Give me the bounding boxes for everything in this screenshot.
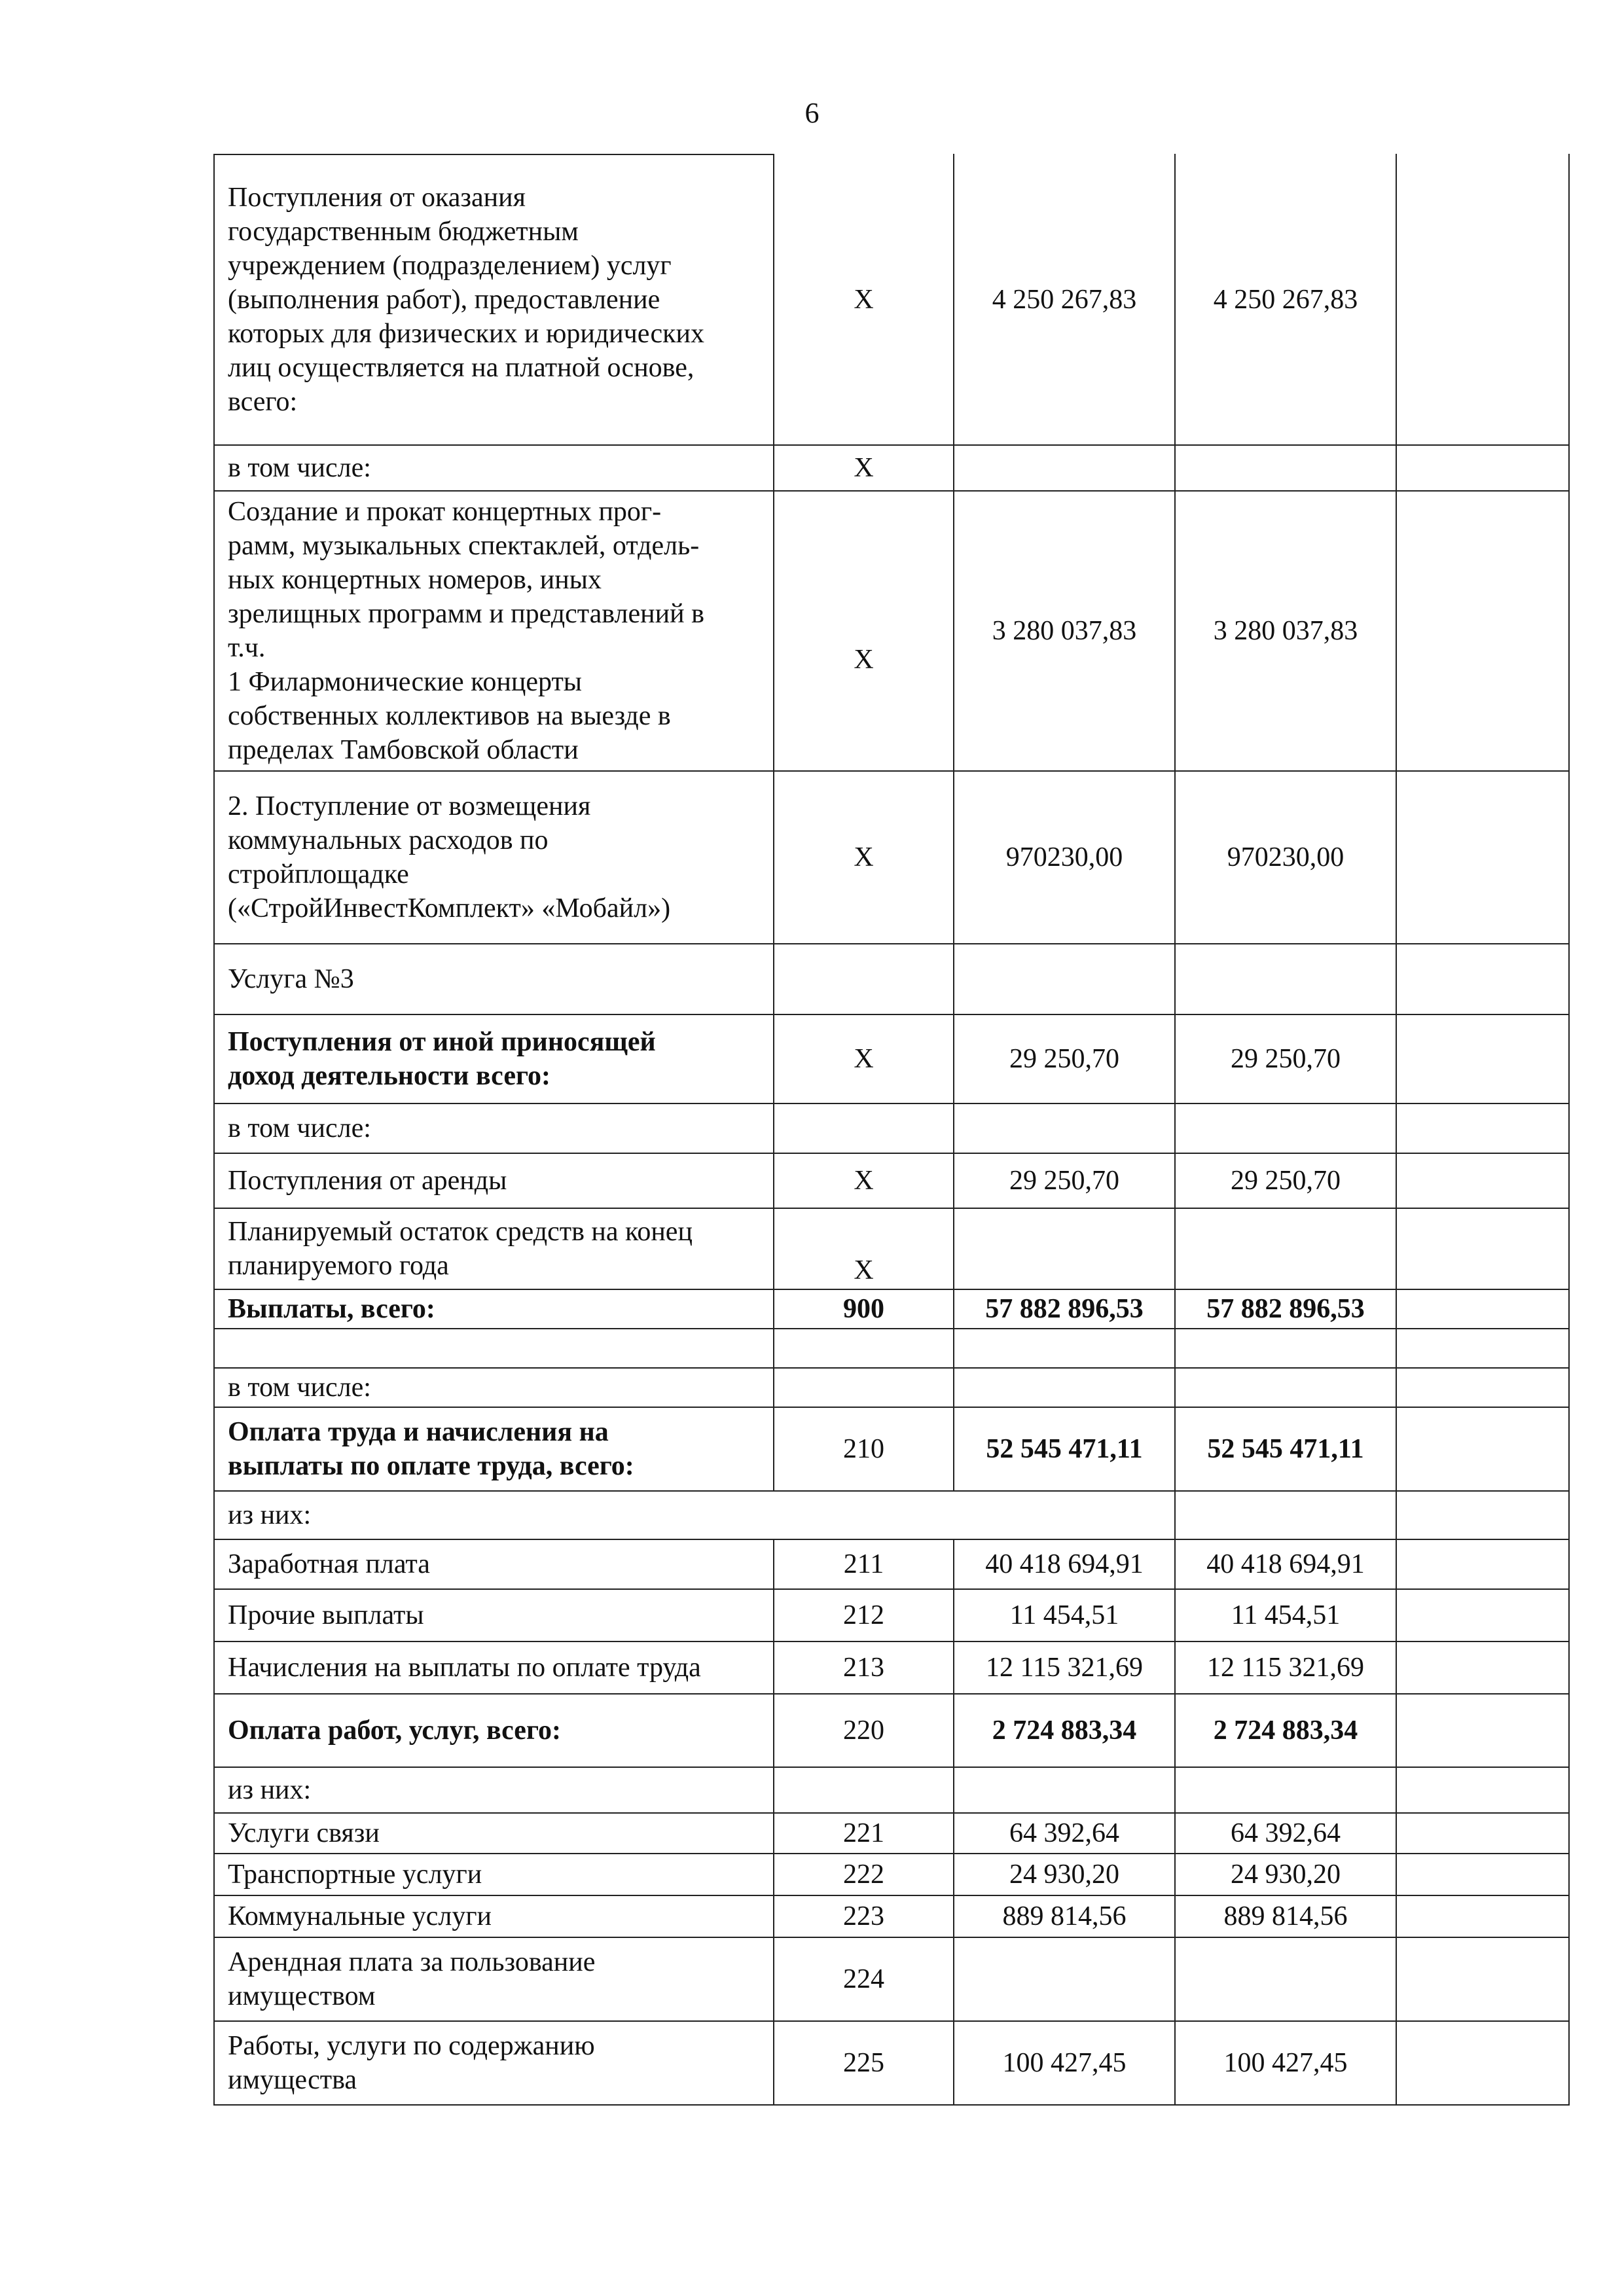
- row-plan-value: 2 724 883,34: [954, 1694, 1175, 1767]
- row-label: Создание и прокат концертных прог- рамм, музыкальных спектаклей, отдель- ных концертных номеров, иных зрелищных программ и представлений в т.ч. 1 Филармонические концерты собственных коллективов на выезде в пределах Тамбовской области: [214, 491, 774, 771]
- table-row: [214, 1854, 1569, 1895]
- row-extra-value: [1396, 1329, 1569, 1368]
- table-row: [214, 1208, 1569, 1289]
- row-extra-value: [1396, 1289, 1569, 1329]
- row-code: X: [774, 1153, 954, 1208]
- row-label: [214, 1329, 774, 1368]
- table-row: [214, 1407, 1569, 1491]
- table-row: [214, 1539, 1569, 1589]
- row-plan-value: 970230,00: [954, 771, 1175, 944]
- row-plan-value: 57 882 896,53: [954, 1289, 1175, 1329]
- row-current-value: 889 814,56: [1175, 1895, 1396, 1937]
- table-row: [214, 1329, 1569, 1368]
- row-plan-value: 52 545 471,11: [954, 1407, 1175, 1491]
- row-current-value: 52 545 471,11: [1175, 1407, 1396, 1491]
- row-current-value: [1175, 944, 1396, 1014]
- row-plan-value: [954, 1767, 1175, 1813]
- row-extra-value: [1396, 1937, 1569, 2021]
- row-current-value: 970230,00: [1175, 771, 1396, 944]
- row-extra-value: [1396, 1694, 1569, 1767]
- row-plan-value: 3 280 037,83: [954, 491, 1175, 771]
- row-current-value: [1175, 445, 1396, 491]
- row-plan-value: [954, 445, 1175, 491]
- row-current-value: [1175, 1767, 1396, 1813]
- table-row: [214, 1767, 1569, 1813]
- row-label: из них:: [214, 1491, 1175, 1539]
- financial-plan-table: [213, 154, 1570, 2106]
- row-current-value: [1175, 1329, 1396, 1368]
- row-plan-value: 100 427,45: [954, 2021, 1175, 2105]
- row-extra-value: [1396, 1854, 1569, 1895]
- row-extra-value: [1396, 1407, 1569, 1491]
- row-label: Работы, услуги по содержанию имущества: [214, 2021, 774, 2105]
- row-label: Услуги связи: [214, 1813, 774, 1854]
- table-row: [214, 1289, 1569, 1329]
- row-code: [774, 944, 954, 1014]
- row-extra-value: [1396, 771, 1569, 944]
- row-code: [774, 1767, 954, 1813]
- row-plan-value: 11 454,51: [954, 1589, 1175, 1641]
- table-row: [214, 2021, 1569, 2105]
- row-label: Начисления на выплаты по оплате труда: [214, 1641, 774, 1694]
- table-row: [214, 771, 1569, 944]
- row-code: X: [774, 1208, 954, 1289]
- row-extra-value: [1396, 1208, 1569, 1289]
- page-number: 6: [804, 97, 820, 129]
- row-code: 221: [774, 1813, 954, 1854]
- table-row: [214, 944, 1569, 1014]
- row-code: X: [774, 1014, 954, 1103]
- row-extra-value: [1396, 1103, 1569, 1153]
- row-code: 220: [774, 1694, 954, 1767]
- row-extra-value: [1396, 154, 1569, 445]
- row-plan-value: 29 250,70: [954, 1014, 1175, 1103]
- row-extra-value: [1396, 1153, 1569, 1208]
- table-row: [214, 154, 1569, 445]
- row-label: Услуга №3: [214, 944, 774, 1014]
- table-row: [214, 1103, 1569, 1153]
- row-label: Арендная плата за пользование имуществом: [214, 1937, 774, 2021]
- row-current-value: 4 250 267,83: [1175, 154, 1396, 445]
- row-label: Планируемый остаток средств на конец планируемого года: [214, 1208, 774, 1289]
- row-extra-value: [1396, 944, 1569, 1014]
- row-extra-value: [1396, 1539, 1569, 1589]
- row-current-value: [1175, 1491, 1396, 1539]
- row-plan-value: 12 115 321,69: [954, 1641, 1175, 1694]
- row-code: 223: [774, 1895, 954, 1937]
- row-current-value: 29 250,70: [1175, 1014, 1396, 1103]
- row-code: 900: [774, 1289, 954, 1329]
- row-current-value: [1175, 1103, 1396, 1153]
- row-label: в том числе:: [214, 1368, 774, 1407]
- row-code: [774, 1103, 954, 1153]
- row-label: из них:: [214, 1767, 774, 1813]
- row-extra-value: [1396, 1767, 1569, 1813]
- row-label: Выплаты, всего:: [214, 1289, 774, 1329]
- row-extra-value: [1396, 1368, 1569, 1407]
- row-extra-value: [1396, 1014, 1569, 1103]
- table-row: [214, 1641, 1569, 1694]
- row-label: Транспортные услуги: [214, 1854, 774, 1895]
- row-label: в том числе:: [214, 1103, 774, 1153]
- row-code: 210: [774, 1407, 954, 1491]
- row-extra-value: [1396, 1895, 1569, 1937]
- row-plan-value: [954, 1329, 1175, 1368]
- row-code: 213: [774, 1641, 954, 1694]
- row-plan-value: [954, 1937, 1175, 2021]
- row-label: Оплата труда и начисления на выплаты по оплате труда, всего:: [214, 1407, 774, 1491]
- row-extra-value: [1396, 1641, 1569, 1694]
- row-code: [774, 1368, 954, 1407]
- row-current-value: 12 115 321,69: [1175, 1641, 1396, 1694]
- row-label: Коммунальные услуги: [214, 1895, 774, 1937]
- row-label: Поступления от оказания государственным бюджетным учреждением (подразделением) услуг (выполнения работ), предоставление которых для физических и юридических лиц осуществляется на платной основе, всего:: [214, 154, 774, 445]
- row-code: [774, 1329, 954, 1368]
- table-row: [214, 1694, 1569, 1767]
- table-row: [214, 1937, 1569, 2021]
- row-code: 225: [774, 2021, 954, 2105]
- row-plan-value: 889 814,56: [954, 1895, 1175, 1937]
- row-plan-value: 29 250,70: [954, 1153, 1175, 1208]
- table-row: [214, 1589, 1569, 1641]
- table-row: [214, 1014, 1569, 1103]
- row-current-value: 64 392,64: [1175, 1813, 1396, 1854]
- table-row: [214, 1491, 1569, 1539]
- row-current-value: 40 418 694,91: [1175, 1539, 1396, 1589]
- row-extra-value: [1396, 1589, 1569, 1641]
- row-label: Заработная плата: [214, 1539, 774, 1589]
- row-code: X: [774, 491, 954, 771]
- row-plan-value: [954, 944, 1175, 1014]
- row-extra-value: [1396, 1813, 1569, 1854]
- row-code: 222: [774, 1854, 954, 1895]
- row-extra-value: [1396, 2021, 1569, 2105]
- row-current-value: 3 280 037,83: [1175, 491, 1396, 771]
- row-plan-value: 64 392,64: [954, 1813, 1175, 1854]
- row-code: 211: [774, 1539, 954, 1589]
- row-code: 224: [774, 1937, 954, 2021]
- row-code: X: [774, 154, 954, 445]
- row-extra-value: [1396, 445, 1569, 491]
- row-label: Поступления от иной приносящей доход деятельности всего:: [214, 1014, 774, 1103]
- row-plan-value: 24 930,20: [954, 1854, 1175, 1895]
- row-plan-value: [954, 1103, 1175, 1153]
- row-extra-value: [1396, 491, 1569, 771]
- row-plan-value: [954, 1208, 1175, 1289]
- table-row: [214, 1895, 1569, 1937]
- row-current-value: 29 250,70: [1175, 1153, 1396, 1208]
- row-code: 212: [774, 1589, 954, 1641]
- table-row: [214, 491, 1569, 771]
- table-row: [214, 445, 1569, 491]
- row-plan-value: 4 250 267,83: [954, 154, 1175, 445]
- row-current-value: [1175, 1208, 1396, 1289]
- row-plan-value: [954, 1368, 1175, 1407]
- row-current-value: [1175, 1368, 1396, 1407]
- row-current-value: 11 454,51: [1175, 1589, 1396, 1641]
- row-plan-value: 40 418 694,91: [954, 1539, 1175, 1589]
- table-row: [214, 1368, 1569, 1407]
- row-current-value: 57 882 896,53: [1175, 1289, 1396, 1329]
- row-label: 2. Поступление от возмещения коммунальных расходов по стройплощадке («СтройИнвестКомплект» «Мобайл»): [214, 771, 774, 944]
- row-extra-value: [1396, 1491, 1569, 1539]
- row-code: X: [774, 771, 954, 944]
- table-row: [214, 1813, 1569, 1854]
- row-code: X: [774, 445, 954, 491]
- row-label: в том числе:: [214, 445, 774, 491]
- row-current-value: [1175, 1937, 1396, 2021]
- row-current-value: 24 930,20: [1175, 1854, 1396, 1895]
- row-current-value: 100 427,45: [1175, 2021, 1396, 2105]
- row-label: Прочие выплаты: [214, 1589, 774, 1641]
- row-label: Поступления от аренды: [214, 1153, 774, 1208]
- row-current-value: 2 724 883,34: [1175, 1694, 1396, 1767]
- row-label: Оплата работ, услуг, всего:: [214, 1694, 774, 1767]
- table-row: [214, 1153, 1569, 1208]
